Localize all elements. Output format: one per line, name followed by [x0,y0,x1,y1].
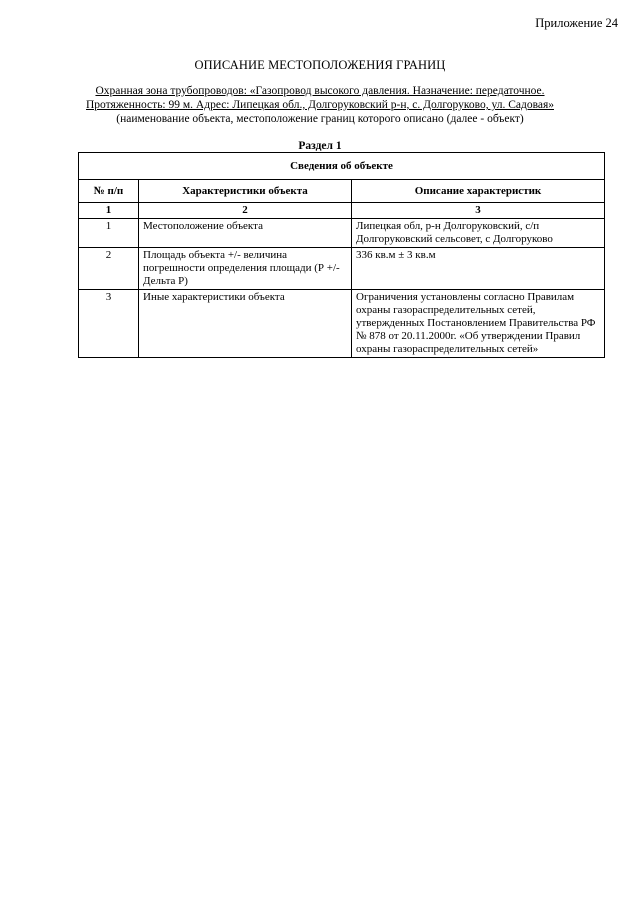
row-characteristic: Иные характеристики объекта [139,290,352,358]
object-line-2: Протяженность: 99 м. Адрес: Липецкая обл., Долгоруковский р-н, с. Долгоруково, ул. Садовая» [86,99,554,111]
column-number: 3 [352,203,605,219]
column-number: 2 [139,203,352,219]
section-title: Раздел 1 [298,140,342,152]
header-description: Описание характеристик [352,180,605,203]
row-characteristic: Площадь объекта +/- величина погрешности определения площади (Р +/- Дельта Р) [139,248,352,290]
object-info-table [78,152,605,358]
header-characteristic: Характеристики объекта [139,180,352,203]
row-characteristic: Местоположение объекта [139,219,352,248]
column-number: 1 [79,203,139,219]
document-title: ОПИСАНИЕ МЕСТОПОЛОЖЕНИЯ ГРАНИЦ [194,58,446,72]
table-header-row [79,180,605,203]
object-line-1: Охранная зона трубопроводов: «Газопровод высокого давления. Назначение: передаточное. [95,85,545,97]
object-caption: (наименование объекта, местоположение границ которого описано (далее - объект) [116,113,524,125]
row-number: 1 [79,219,139,248]
row-description: Ограничения установлены согласно Правилам охраны газораспределительных сетей, утвержденных Постановлением Правительства РФ № 878 от 20.11.2000г. «Об утверждении Правил охраны газораспределительных сетей» [352,290,605,358]
table-row [79,219,605,248]
column-number-row [79,203,605,219]
table-caption-row [79,153,605,180]
table-row [79,248,605,290]
object-description [40,84,600,126]
header-num: № п/п [79,180,139,203]
row-description: Липецкая обл, р-н Долгоруковский, с/п Долгоруковский сельсовет, с Долгоруково [352,219,605,248]
table-caption: Сведения об объекте [79,153,605,180]
row-description: 336 кв.м ± 3 кв.м [352,248,605,290]
appendix-label: Приложение 24 [535,16,618,30]
table-row [79,290,605,358]
row-number: 2 [79,248,139,290]
row-number: 3 [79,290,139,358]
